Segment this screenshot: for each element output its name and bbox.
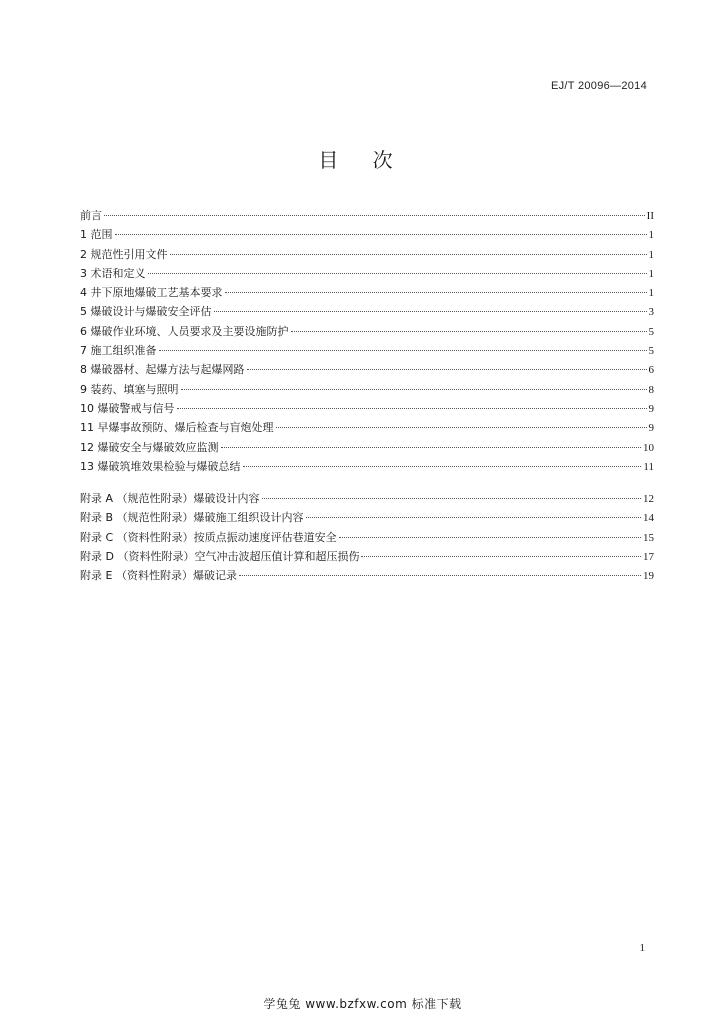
toc-leader-dots (276, 427, 647, 428)
toc-entry-page: 1 (648, 287, 654, 300)
toc-entry-page: II (646, 210, 654, 222)
toc-entry-label: 附录 D （资料性附录）空气冲击波超压值计算和超压损伤 (80, 550, 360, 564)
toc-entry-page: 5 (648, 345, 654, 358)
toc-leader-dots (104, 215, 645, 216)
toc-entry-page: 1 (648, 267, 654, 280)
toc-entry-label: 附录 E （资料性附录）爆破记录 (80, 569, 237, 583)
page-title: 目 次 (318, 148, 407, 172)
toc-entry-label: 附录 B （规范性附录）爆破施工组织设计内容 (80, 511, 304, 525)
toc-gap (80, 476, 654, 489)
toc-entry-label: 附录 A （规范性附录）爆破设计内容 (80, 492, 260, 506)
toc-leader-dots (214, 311, 647, 312)
toc-leader-dots (170, 254, 647, 255)
toc-entry-page: 17 (643, 551, 654, 564)
toc-entry-label: 附录 C （资料性附录）按质点振动速度评估巷道安全 (80, 530, 337, 544)
toc-entry-page: 6 (648, 364, 654, 377)
appendix-entry[interactable] (80, 566, 654, 585)
toc-entry[interactable] (80, 206, 654, 225)
toc-leader-dots (148, 273, 647, 274)
toc-entry[interactable] (80, 457, 654, 476)
toc-entry-page: 9 (648, 422, 654, 435)
toc-entry[interactable] (80, 341, 654, 360)
toc-entry-label: 7 施工组织准备 (80, 344, 157, 358)
toc-entry-label: 前言 (80, 209, 102, 222)
toc-leader-dots (361, 556, 641, 557)
toc-entry-label: 6 爆破作业环境、人员要求及主要设施防护 (80, 324, 289, 338)
toc-entry-label: 9 装药、填塞与照明 (80, 382, 179, 396)
toc-entry[interactable] (80, 399, 654, 418)
appendix-entry[interactable] (80, 508, 654, 527)
toc-entry-label: 5 爆破设计与爆破安全评估 (80, 305, 212, 319)
standard-code: EJ/T 20096—2014 (550, 80, 647, 92)
toc-entry[interactable] (80, 418, 654, 437)
toc-entry-label: 4 井下原地爆破工艺基本要求 (80, 286, 223, 300)
footer-watermark: 学兔兔 www.bzfxw.com 标准下载 (263, 997, 462, 1011)
toc-entry-page: 9 (648, 402, 654, 415)
toc-entry[interactable] (80, 225, 654, 244)
toc-leader-dots (306, 517, 641, 518)
toc-entry-page: 10 (643, 441, 654, 454)
toc-leader-dots (262, 498, 641, 499)
toc-entry[interactable] (80, 264, 654, 283)
toc-entry-page: 1 (648, 248, 654, 261)
appendix-entry[interactable] (80, 489, 654, 508)
toc-entry-label: 3 术语和定义 (80, 266, 146, 280)
table-of-contents (80, 206, 654, 586)
toc-entry-page: 3 (648, 306, 654, 319)
toc-entry-page: 14 (643, 512, 654, 525)
toc-entry[interactable] (80, 438, 654, 457)
toc-leader-dots (181, 389, 647, 390)
toc-entry-page: 19 (643, 570, 654, 583)
toc-entry-page: 12 (643, 493, 654, 506)
page-number: 1 (639, 942, 645, 954)
toc-entry[interactable] (80, 322, 654, 341)
toc-entry-label: 2 规范性引用文件 (80, 247, 168, 261)
toc-entry[interactable] (80, 360, 654, 379)
toc-entry-page: 8 (648, 383, 654, 396)
appendix-entry[interactable] (80, 528, 654, 547)
toc-entry-label: 10 爆破警戒与信号 (80, 401, 175, 415)
toc-entry-label: 12 爆破安全与爆破效应监测 (80, 440, 219, 454)
toc-leader-dots (239, 575, 641, 576)
toc-entry[interactable] (80, 245, 654, 264)
toc-entry-label: 1 范围 (80, 228, 113, 242)
toc-leader-dots (159, 350, 647, 351)
toc-leader-dots (291, 331, 647, 332)
toc-leader-dots (243, 466, 642, 467)
toc-entry-page: 1 (648, 229, 654, 242)
toc-leader-dots (221, 447, 642, 448)
toc-leader-dots (247, 369, 647, 370)
toc-leader-dots (115, 234, 647, 235)
toc-entry-page: 15 (643, 531, 654, 544)
appendix-entry[interactable] (80, 547, 654, 566)
toc-leader-dots (225, 292, 647, 293)
toc-entry[interactable] (80, 380, 654, 399)
toc-entry-label: 8 爆破器材、起爆方法与起爆网路 (80, 363, 245, 377)
toc-entry[interactable] (80, 302, 654, 321)
toc-entry[interactable] (80, 283, 654, 302)
toc-leader-dots (339, 537, 641, 538)
toc-entry-label: 13 爆破筑堆效果检验与爆破总结 (80, 459, 241, 473)
toc-leader-dots (177, 408, 647, 409)
toc-entry-label: 11 早爆事故预防、爆后检查与盲炮处理 (80, 421, 274, 435)
toc-entry-page: 5 (648, 325, 654, 338)
toc-entry-page: 11 (643, 460, 654, 473)
